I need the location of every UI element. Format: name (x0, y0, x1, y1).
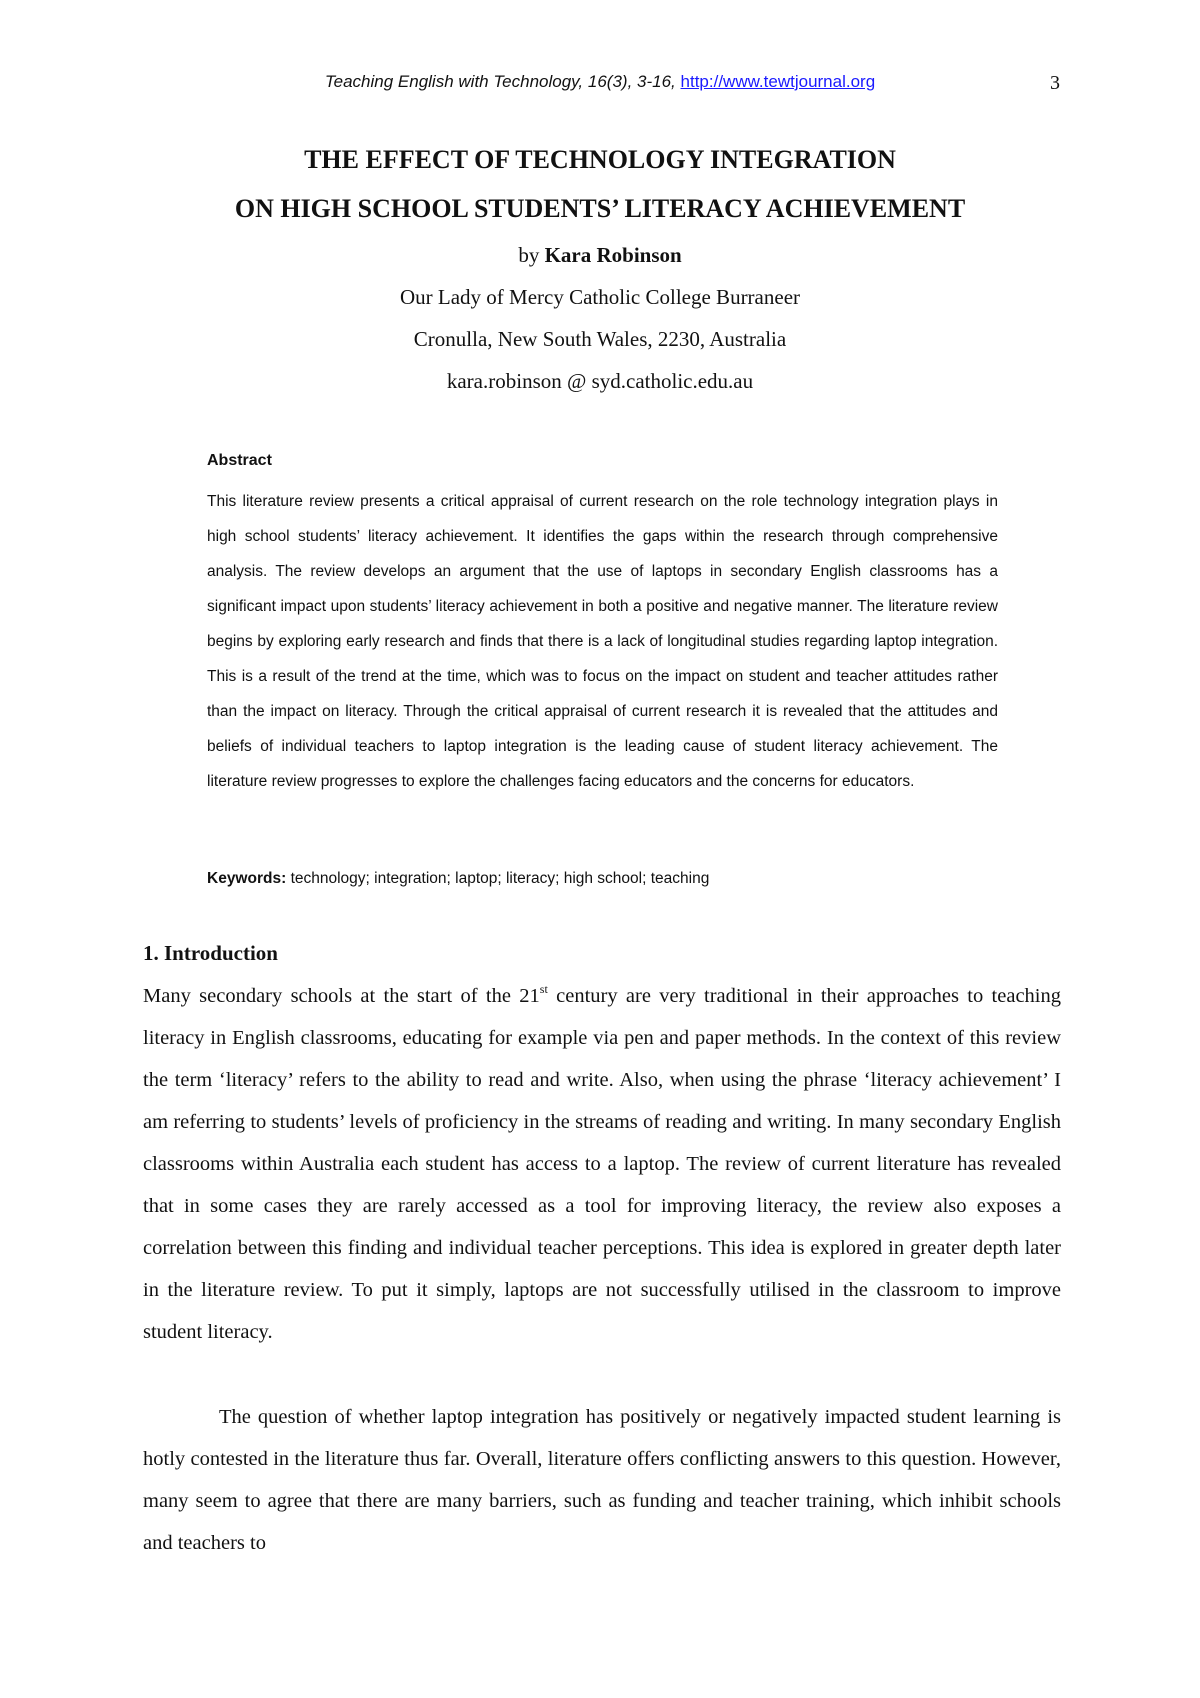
journal-name: Teaching English with Technology, (324, 72, 584, 91)
introduction-paragraph-1 (143, 975, 1061, 1353)
byline-prefix: by (518, 243, 540, 267)
section-heading-introduction: 1. Introduction (143, 941, 278, 965)
journal-volume: 16 (587, 72, 607, 91)
author-location: Cronulla, New South Wales, 2230, Australia (413, 327, 787, 351)
author-name: Kara Robinson (544, 243, 682, 267)
para1-start: Many secondary schools at the start of the 21 (143, 985, 540, 1007)
abstract-heading: Abstract (207, 452, 272, 469)
ordinal-superscript: st (539, 982, 548, 996)
keywords (207, 870, 998, 888)
running-header (0, 72, 1200, 92)
journal-issue-pages: (3), 3-16, (606, 72, 676, 91)
author-affiliation: Our Lady of Mercy Catholic College Burraneer (399, 285, 801, 309)
journal-url-link[interactable]: http://www.tewtjournal.org (680, 72, 876, 91)
page-number: 3 (1050, 72, 1060, 94)
keywords-label: Keywords: (207, 870, 287, 887)
author-email: kara.robinson @ syd.catholic.edu.au (446, 369, 754, 393)
para1-rest: century are very traditional in their approaches to teaching literacy in English classrooms, educating for example via pen and paper methods. In the context of this review the term ‘literacy’ refers to the ability to read and write. Also, when using the phrase ‘literacy achievement’ I am referring to students’ levels of proficiency in the streams of reading and writing. In many secondary English classrooms within Australia each student has access to a laptop. The review of current literature has revealed that in some cases they are rarely accessed as a tool for improving literacy, the review also exposes a correlation between this finding and individual teacher perceptions. This idea is explored in greater depth later in the literature review. To put it simply, laptops are not successfully utilised in the classroom to improve student literacy. (143, 985, 1061, 1343)
paper-title-line-1: THE EFFECT OF TECHNOLOGY INTEGRATION (304, 145, 896, 174)
keywords-list: technology; integration; laptop; literacy; high school; teaching (290, 870, 710, 887)
byline (0, 243, 1200, 268)
paper-title-line-2: ON HIGH SCHOOL STUDENTS’ LITERACY ACHIEVEMENT (234, 194, 966, 223)
introduction-paragraph-2: The question of whether laptop integration has positively or negatively impacted student learning is hotly contested in the literature thus far. Overall, literature offers conflicting answers to this question. However, many seem to agree that there are many barriers, such as funding and teacher training, which inhibit schools and teachers to (143, 1406, 1061, 1554)
abstract-text: This literature review presents a critical appraisal of current research on the role technology integration plays in high school students’ literacy achievement. It identifies the gaps within the research through comprehensive analysis. The review develops an argument that the use of laptops in secondary English classrooms has a significant impact upon students’ literacy achievement in both a positive and negative manner. The literature review begins by exploring early research and finds that there is a lack of longitudinal studies regarding laptop integration. This is a result of the trend at the time, which was to focus on the impact on student and teacher attitudes rather than the impact on literacy. Through the critical appraisal of current research it is revealed that the attitudes and beliefs of individual teachers to laptop integration is the leading cause of student literacy achievement. The literature review progresses to explore the challenges facing educators and the concerns for educators. (207, 493, 998, 790)
